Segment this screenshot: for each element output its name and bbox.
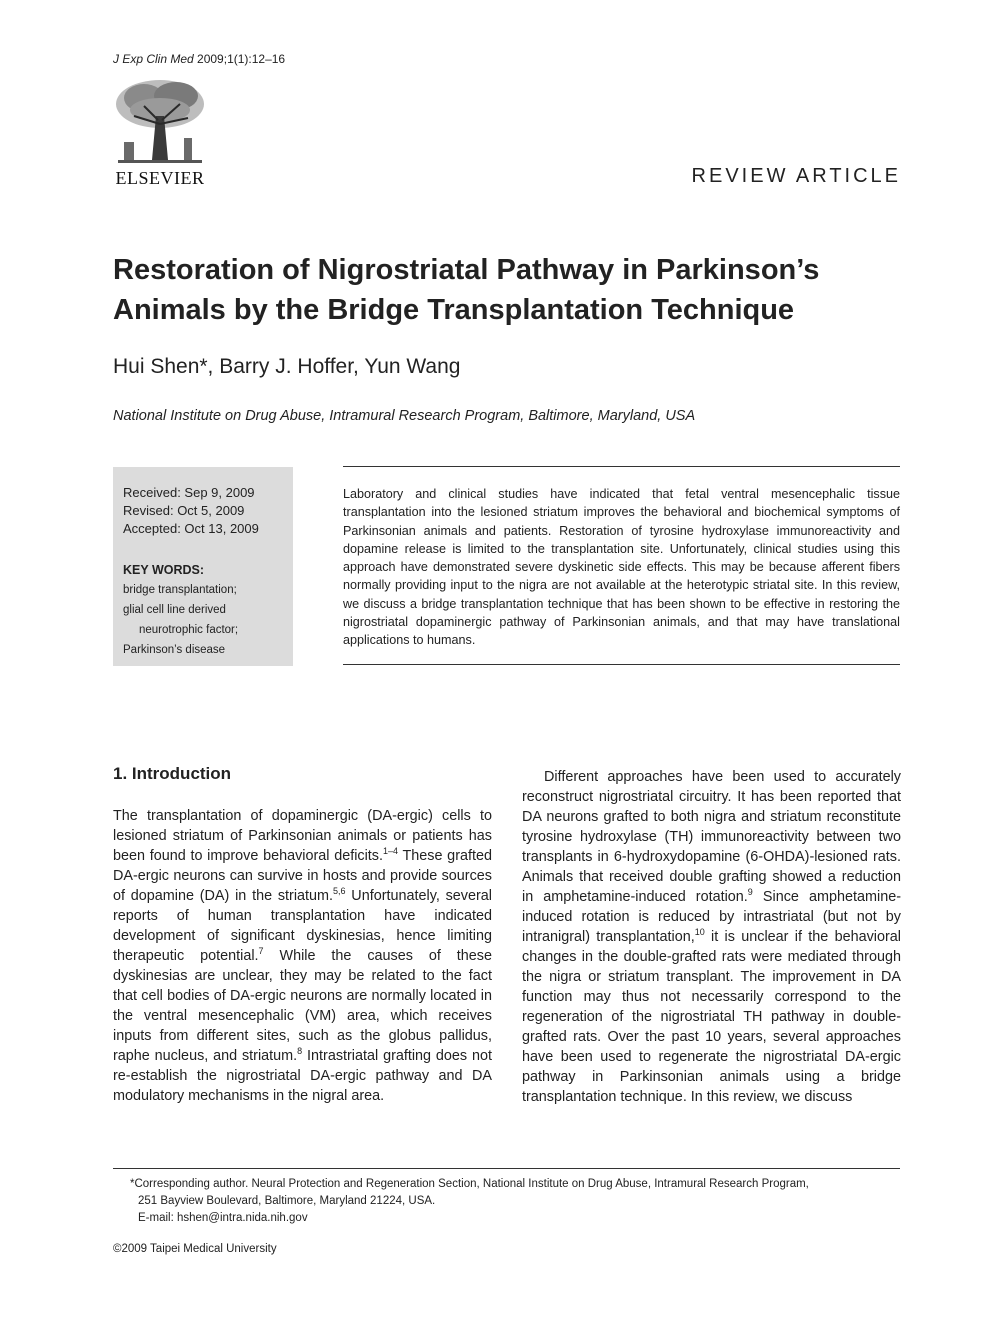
footnote-line: 251 Bayview Boulevard, Baltimore, Maryland 21224, USA. — [138, 1195, 436, 1207]
abstract-top-divider — [343, 466, 900, 467]
body-text: it is unclear if the behavioral changes in the double-grafted rats were mediated through the nigra or striatum transplant. The improvement in DA function may thus not necessarily correspond to the regeneration of the nigrostriatal TH pathway in double-grafted rats. Over the past 10 years, several approaches have been used to regenerate the nigrostriatal DA-ergic pathway in Parkinsonian animals using a bridge transplantation technique. In this review, we discuss — [522, 929, 901, 1105]
reference-link[interactable]: 9 — [747, 887, 753, 897]
revised-date: Revised: Oct 5, 2009 — [123, 503, 245, 518]
keyword-item: bridge transplantation; — [123, 584, 237, 596]
section-heading: 1. Introduction — [113, 764, 232, 783]
body-text: Since amphetamine-induced rotation is reduced by intrastriatal (but not by intranigral) transplantation, — [522, 889, 901, 945]
journal-citation — [113, 52, 285, 66]
reference-link[interactable]: 7 — [258, 946, 264, 956]
footnote-line: *Corresponding author. Neural Protection and Regeneration Section, National Institute on Drug Abuse, Intramural Research Program, — [130, 1178, 809, 1190]
keyword-item: glial cell line derived — [123, 604, 226, 616]
reference-link[interactable]: 5,6 — [333, 886, 346, 896]
corresponding-author-footnote — [130, 1176, 900, 1227]
body-text: The transplantation of dopaminergic (DA-ergic) cells to lesioned striatum of Parkinsonian animals or patients has been found to improve behavioral deficits. — [113, 808, 492, 864]
journal-name: J Exp Clin Med — [113, 52, 194, 66]
accepted-date: Accepted: Oct 13, 2009 — [123, 521, 259, 536]
abstract-text: Laboratory and clinical studies have indicated that fetal ventral mesencephalic tissue transplantation into the lesioned striatum improves the behavioral and biochemical symptoms of Parkinsonian animals and patients. Restoration of tyrosine hydroxylase immunoreactivity and dopamine release is limited to the transplantation site. Unfortunately, clinical studies using this approach have demonstrated severe dyskinetic side effects. This may be because afferent fibers normally providing input to the nigra are not available at the heterotypic striatal site. In this review, we discuss a bridge transplantation technique that has been shown to be effective in restoring the nigrostriatal dopaminergic pathway of Parkinsonian animals, and that may have translational applications to humans. — [343, 487, 900, 648]
body-text: These grafted DA-ergic neurons can survive in hosts and provide sources of dopamine (DA) in the striatum. — [113, 848, 492, 904]
footnote-email[interactable]: E-mail: hshen@intra.nida.nih.gov — [138, 1212, 308, 1224]
publisher-name: ELSEVIER — [115, 168, 205, 188]
body-text: Unfortunately, several reports of human transplantation have indicated development of significant dyskinesias, hence limiting therapeutic potential. — [113, 888, 492, 964]
reference-link[interactable]: 10 — [694, 927, 705, 937]
article-authors: Hui Shen*, Barry J. Hoffer, Yun Wang — [113, 355, 461, 378]
paragraph — [522, 767, 901, 1107]
reference-link[interactable]: 1–4 — [382, 846, 399, 856]
body-column-right — [522, 767, 901, 1107]
received-date: Received: Sep 9, 2009 — [123, 485, 255, 500]
body-column-left — [113, 806, 492, 1106]
abstract-bottom-divider — [343, 664, 900, 665]
keywords-heading: KEY WORDS: — [123, 563, 205, 577]
article-type-label: REVIEW ARTICLE — [691, 165, 901, 187]
article-info-box — [113, 467, 293, 666]
publisher-logo — [104, 76, 216, 188]
footnote-divider — [113, 1168, 900, 1169]
body-text: Intrastriatal grafting does not re-establish the nigrostriatal DA-ergic pathway and DA modulatory mechanisms in the nigral area. — [113, 1048, 492, 1104]
keyword-item: neurotrophic factor; — [139, 624, 239, 636]
copyright-notice: ©2009 Taipei Medical University — [113, 1243, 277, 1255]
volume-info: 2009;1(1):12–16 — [193, 52, 286, 66]
author-affiliation: National Institute on Drug Abuse, Intramural Research Program, Baltimore, Maryland, USA — [113, 408, 696, 424]
paragraph — [113, 806, 492, 1106]
tree-logo-icon — [104, 76, 216, 166]
reference-link[interactable]: 8 — [297, 1046, 303, 1056]
body-text: Different approaches have been used to accurately reconstruct nigrostriatal circuitry. It has been reported that DA neurons grafted to both nigra and striatum reconstitute tyrosine hydroxylase (TH) immunoreactivity between two transplants in 6-hydroxydopamine (6-OHDA)-lesioned rats. Animals that received double grafting showed a reduction in amphetamine-induced rotation. — [522, 769, 901, 905]
article-title: Restoration of Nigrostriatal Pathway in Parkinson’s Animals by the Bridge Transplantation Technique — [113, 254, 820, 326]
body-text: While the causes of these dyskinesias are unclear, they may be related to the fact that cell bodies of DA-ergic neurons are normally located in the ventral mesencephalic (VM) area, which receives inputs from different sites, such as the globus pallidus, raphe nucleus, and striatum. — [113, 948, 493, 1064]
keyword-item: Parkinson’s disease — [123, 644, 226, 656]
